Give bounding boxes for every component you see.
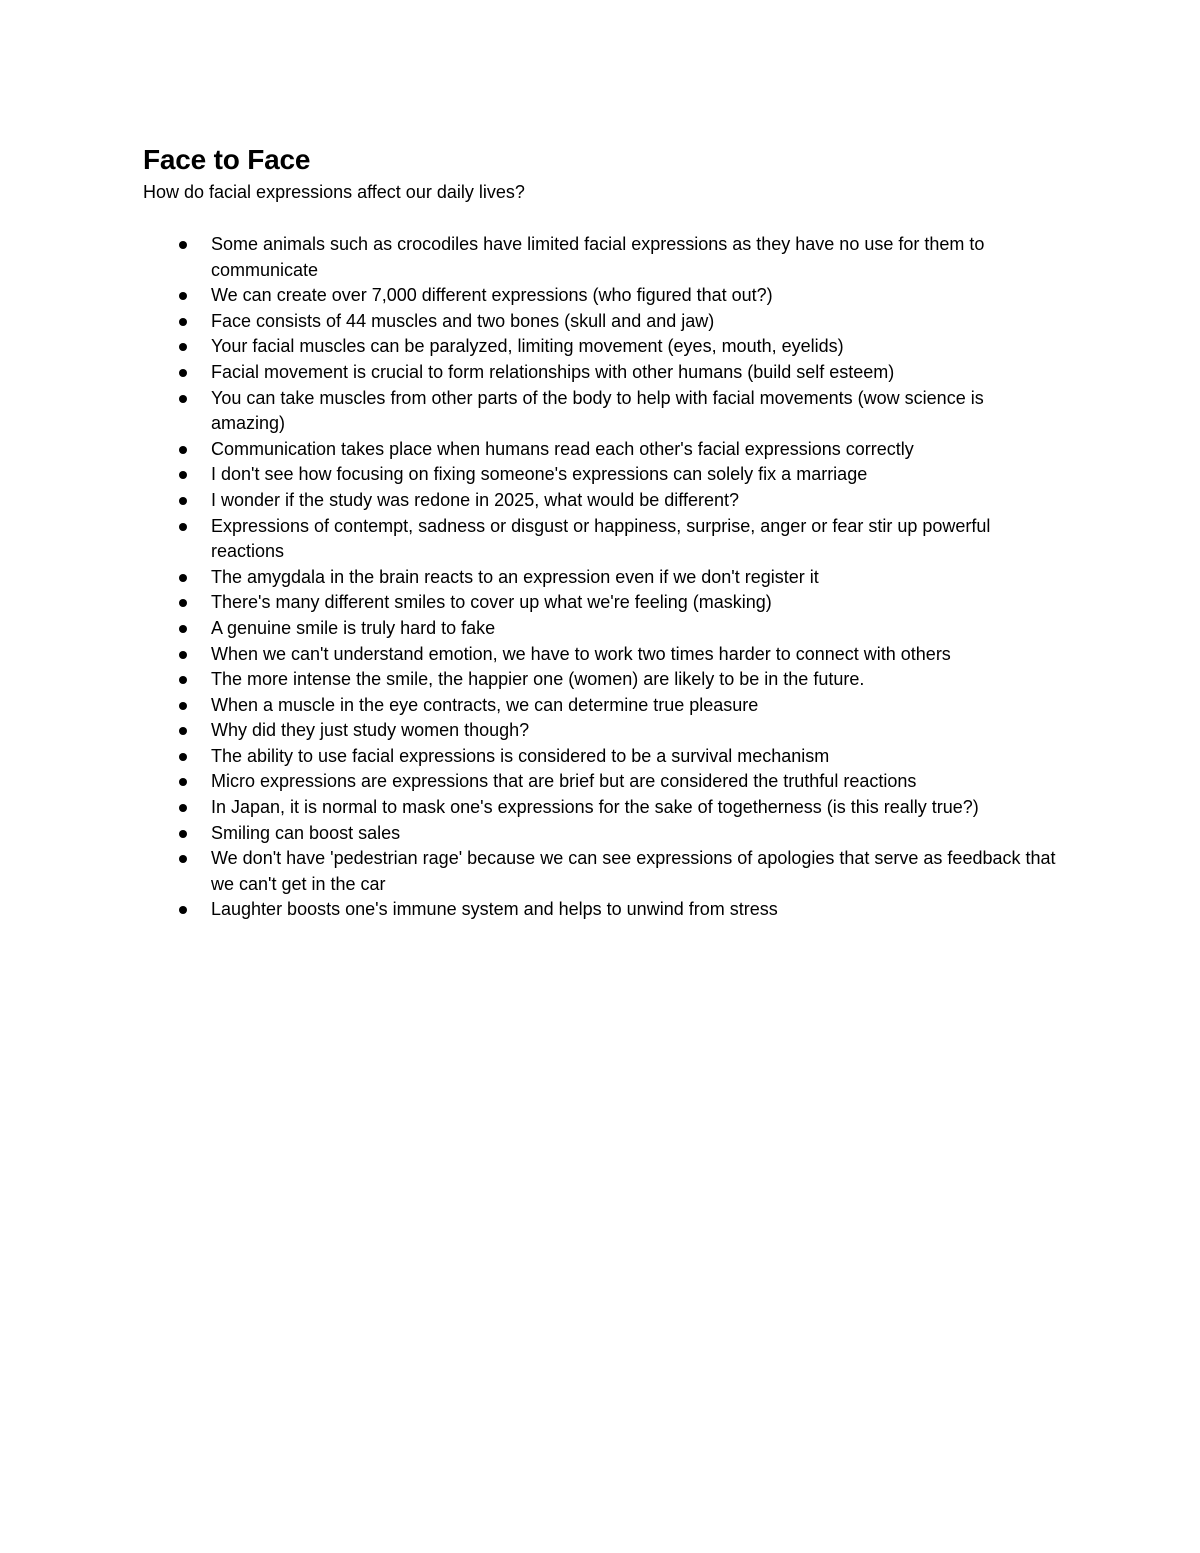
list-item-text: Some animals such as crocodiles have limited facial expressions as they have no use for them to communicate xyxy=(211,234,985,280)
list-item-text: Laughter boosts one's immune system and helps to unwind from stress xyxy=(211,899,778,920)
list-item xyxy=(143,897,1061,923)
list-item xyxy=(143,642,1061,668)
list-item-text: The amygdala in the brain reacts to an expression even if we don't register it xyxy=(211,566,819,587)
list-item xyxy=(143,232,1061,283)
list-item-text: The more intense the smile, the happier one (women) are likely to be in the future. xyxy=(211,669,865,690)
list-item xyxy=(143,821,1061,847)
list-item xyxy=(143,718,1061,744)
document-content xyxy=(143,140,1083,923)
list-item-text: A genuine smile is truly hard to fake xyxy=(211,617,496,638)
bullet-dot-icon xyxy=(179,292,187,300)
list-item xyxy=(143,667,1061,693)
list-item-text: Why did they just study women though? xyxy=(211,720,530,741)
bullet-dot-icon xyxy=(179,318,187,326)
bullet-dot-icon xyxy=(179,241,187,249)
list-item-text: Face consists of 44 muscles and two bones (skull and and jaw) xyxy=(211,310,715,331)
bullet-dot-icon xyxy=(179,343,187,351)
bullet-dot-icon xyxy=(179,446,187,454)
list-item xyxy=(143,590,1061,616)
list-item xyxy=(143,616,1061,642)
bullet-dot-icon xyxy=(179,625,187,633)
list-item xyxy=(143,462,1061,488)
list-item xyxy=(143,437,1061,463)
document-subtitle: How do facial expressions affect our daily lives? xyxy=(143,182,525,202)
list-item xyxy=(143,309,1061,335)
list-item xyxy=(143,386,1061,437)
bullet-dot-icon xyxy=(179,830,187,838)
list-item xyxy=(143,769,1061,795)
document-title: Face to Face xyxy=(143,144,311,175)
list-item-text: Expressions of contempt, sadness or disgust or happiness, surprise, anger or fear stir up powerful reactions xyxy=(211,515,991,562)
list-item xyxy=(143,795,1061,821)
bullet-dot-icon xyxy=(179,369,187,377)
list-item xyxy=(143,334,1061,360)
list-item-text: We don't have 'pedestrian rage' because we can see expressions of apologies that serve as feedback that we can't get in the car xyxy=(211,848,1056,894)
list-item xyxy=(143,514,1061,565)
list-item xyxy=(143,846,1061,897)
bullet-dot-icon xyxy=(179,523,187,531)
list-item xyxy=(143,565,1061,591)
list-item-text: The ability to use facial expressions is considered to be a survival mechanism xyxy=(211,745,830,766)
list-item-text: I wonder if the study was redone in 2025, what would be different? xyxy=(211,489,740,510)
list-item-text: We can create over 7,000 different expressions (who figured that out?) xyxy=(211,285,773,306)
bullet-dot-icon xyxy=(179,599,187,607)
list-item xyxy=(143,360,1061,386)
list-item xyxy=(143,744,1061,770)
bullet-dot-icon xyxy=(179,471,187,479)
list-item-text: In Japan, it is normal to mask one's expressions for the sake of togetherness (is this really true?) xyxy=(211,797,979,818)
list-item-text: Smiling can boost sales xyxy=(211,822,401,843)
bullet-dot-icon xyxy=(179,651,187,659)
bullet-dot-icon xyxy=(179,574,187,582)
list-item xyxy=(143,693,1061,719)
bullet-dot-icon xyxy=(179,906,187,914)
bullet-dot-icon xyxy=(179,676,187,684)
list-item-text: Your facial muscles can be paralyzed, limiting movement (eyes, mouth, eyelids) xyxy=(211,336,844,357)
bullet-dot-icon xyxy=(179,855,187,863)
list-item-text: Facial movement is crucial to form relationships with other humans (build self esteem) xyxy=(211,361,895,382)
list-item-text: There's many different smiles to cover up what we're feeling (masking) xyxy=(211,592,772,613)
bullet-dot-icon xyxy=(179,702,187,710)
bullet-dot-icon xyxy=(179,497,187,505)
bullet-list xyxy=(143,232,1083,923)
bullet-dot-icon xyxy=(179,778,187,786)
list-item-text: Micro expressions are expressions that are brief but are considered the truthful reactions xyxy=(211,771,917,792)
list-item-text: When a muscle in the eye contracts, we can determine true pleasure xyxy=(211,694,759,715)
bullet-dot-icon xyxy=(179,727,187,735)
list-item-text: When we can't understand emotion, we have to work two times harder to connect with others xyxy=(211,643,951,664)
bullet-dot-icon xyxy=(179,753,187,761)
list-item-text: You can take muscles from other parts of the body to help with facial movements (wow science is amazing) xyxy=(211,387,984,434)
list-item xyxy=(143,488,1061,514)
bullet-dot-icon xyxy=(179,804,187,812)
list-item-text: Communication takes place when humans read each other's facial expressions correctly xyxy=(211,438,914,459)
list-item xyxy=(143,283,1061,309)
list-item-text: I don't see how focusing on fixing someone's expressions can solely fix a marriage xyxy=(211,464,868,485)
bullet-dot-icon xyxy=(179,395,187,403)
